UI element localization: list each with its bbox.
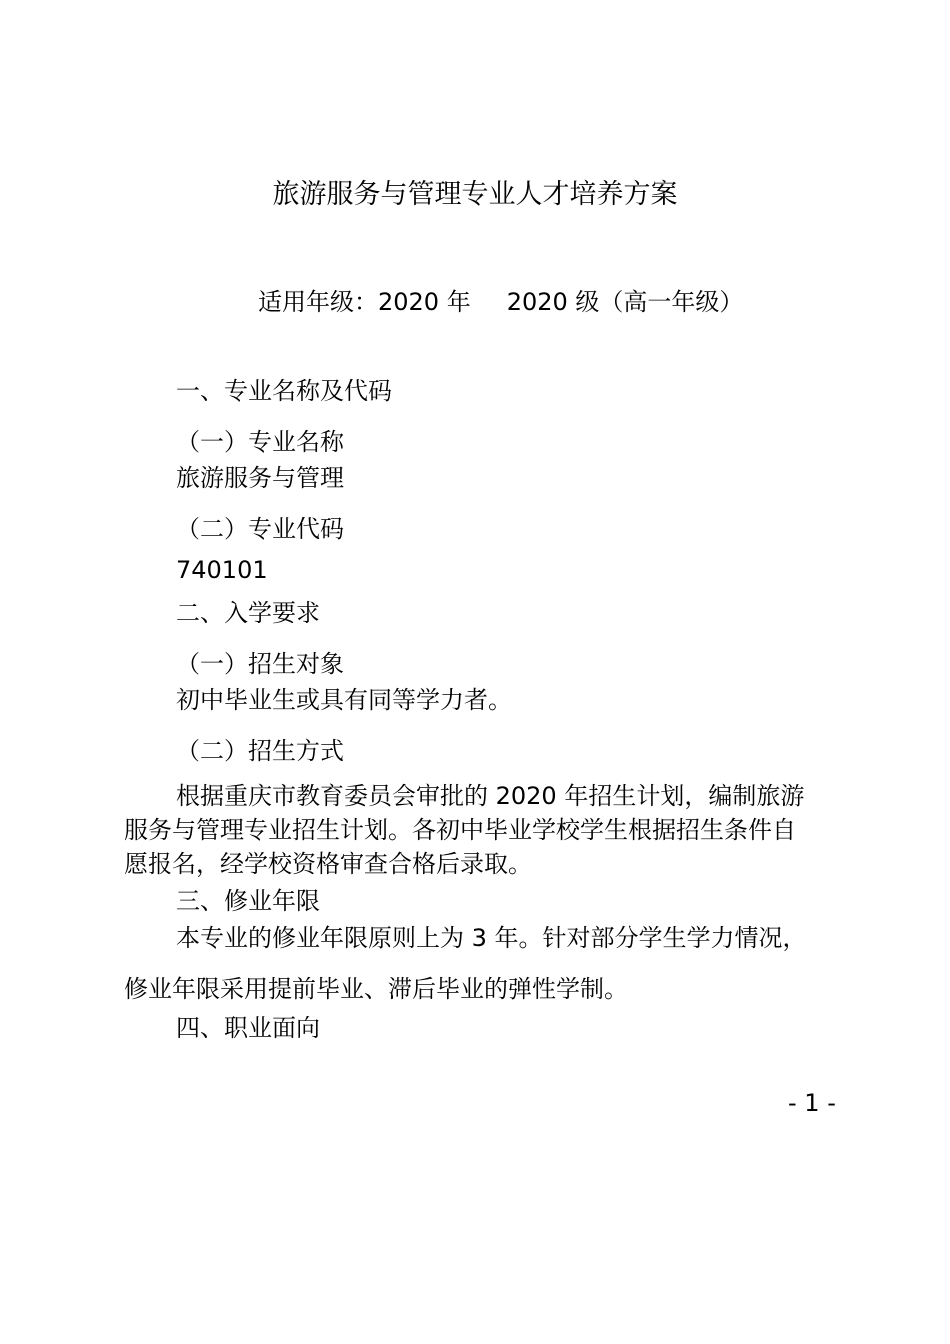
section-1-sub-1-text: 旅游服务与管理	[176, 464, 344, 492]
section-1-sub-2-heading: （二）专业代码	[176, 515, 344, 543]
section-2-sub-2-heading: （二）招生方式	[176, 737, 344, 765]
grade-value: 2020 级（高一年级）	[506, 288, 744, 316]
section-1-sub-2-text: 740101	[176, 556, 268, 584]
section-2-paragraph-line: 愿报名，经学校资格审查合格后录取。	[124, 850, 532, 878]
section-1-sub-1-heading: （一）专业名称	[176, 428, 344, 456]
section-1-heading: 一、专业名称及代码	[176, 377, 392, 405]
grade-label: 适用年级：2020 年	[258, 288, 471, 316]
section-3-paragraph-line: 修业年限采用提前毕业、滞后毕业的弹性学制。	[124, 975, 628, 1003]
section-2-sub-1-text: 初中毕业生或具有同等学力者。	[176, 686, 512, 714]
section-2-paragraph-line: 根据重庆市教育委员会审批的 2020 年招生计划，编制旅游	[176, 782, 805, 810]
page-number: - 1 -	[788, 1089, 836, 1117]
section-3-paragraph-line: 本专业的修业年限原则上为 3 年。针对部分学生学力情况，	[176, 924, 807, 952]
section-2-sub-1-heading: （一）招生对象	[176, 650, 344, 678]
section-2-heading: 二、入学要求	[176, 599, 320, 627]
section-2-paragraph-line: 服务与管理专业招生计划。各初中毕业学校学生根据招生条件自	[124, 816, 796, 844]
section-3-heading: 三、修业年限	[176, 887, 320, 915]
section-4-heading: 四、职业面向	[176, 1014, 320, 1042]
document-title: 旅游服务与管理专业人才培养方案	[272, 179, 678, 210]
applicable-grade	[258, 287, 743, 317]
